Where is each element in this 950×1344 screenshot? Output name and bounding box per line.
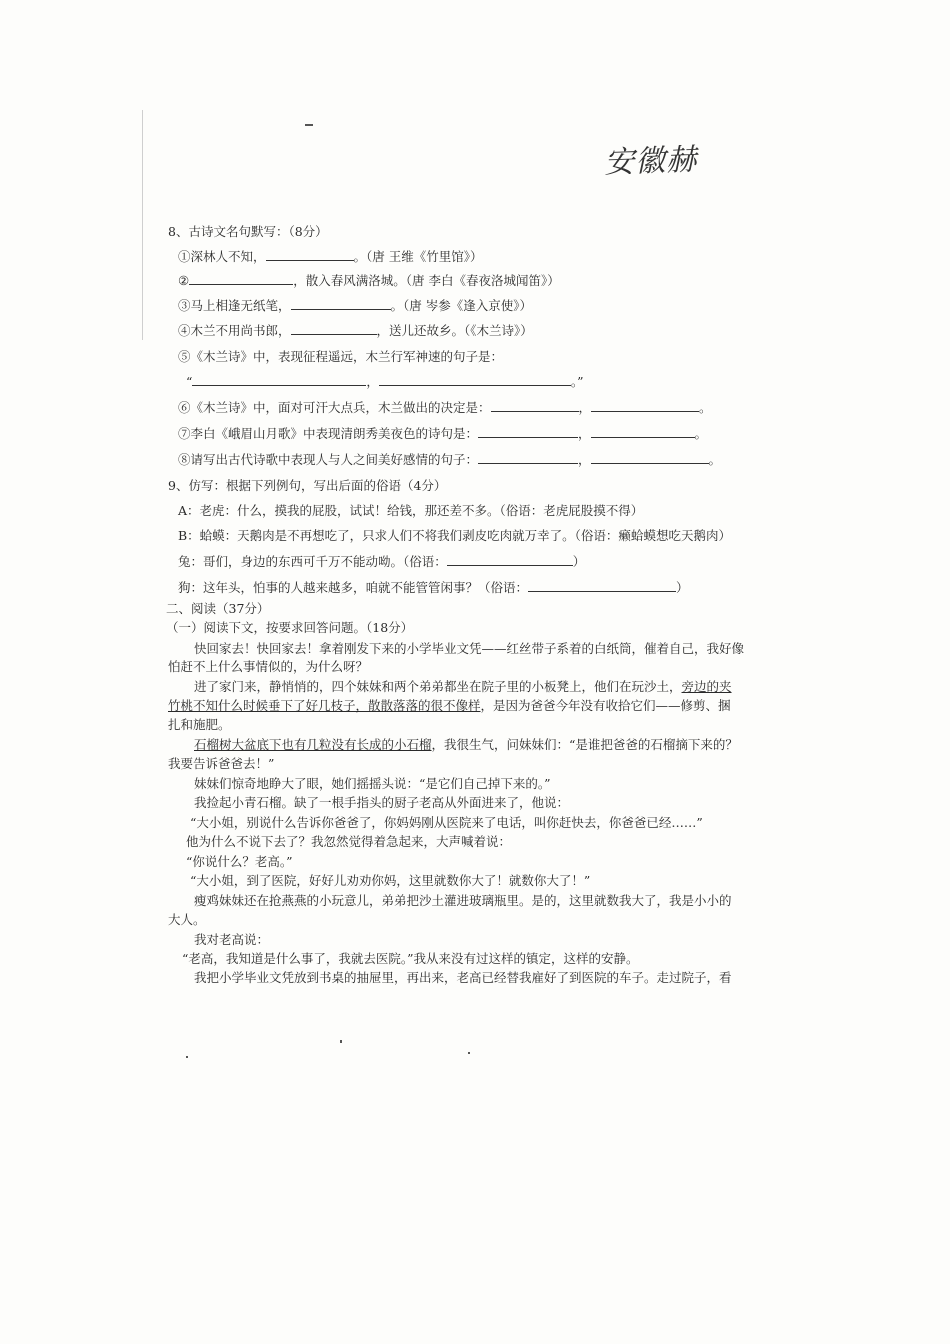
q8-item-7-text: ⑦李白《峨眉山月歌》中表现清朗秀美夜色的诗句是：	[178, 426, 479, 441]
answer-blank[interactable]	[379, 374, 571, 386]
answer-blank[interactable]	[192, 374, 366, 386]
handwritten-mark: 安徽赫	[603, 142, 698, 181]
q8-item-6-text: ⑥《木兰诗》中，面对可汗大点兵，木兰做出的决定是：	[178, 400, 491, 415]
q9-item-rabbit	[178, 554, 585, 570]
scan-speck	[340, 1040, 342, 1043]
text-span: 进了家门来，静悄悄的，四个妹妹和两个弟弟都坐在院子里的小板凳上，他们在玩沙土，	[194, 679, 682, 694]
q8-item-4-text: ④木兰不用尚书郎，	[178, 323, 291, 338]
paragraph-line: 扎和施肥。	[168, 717, 231, 732]
paragraph-line: 妹妹们惊奇地睁大了眼，她们摇摇头说：“是它们自己掉下来的。”	[194, 776, 551, 791]
q9-item-rabbit-text: 兔：哥们，身边的东西可千万不能动呦。（俗语：	[178, 554, 447, 569]
underlined-text: 石榴树大盆底下也有几粒没有长成的小石榴	[194, 737, 432, 752]
comma: ，	[578, 452, 591, 467]
comma: ，	[578, 426, 591, 441]
answer-blank[interactable]	[447, 554, 573, 566]
q8-item-4-source: ，送儿还故乡。（《木兰诗》）	[376, 323, 533, 338]
q8-item-3-text: ③马上相逢无纸笔，	[178, 298, 291, 313]
answer-blank[interactable]	[528, 580, 676, 592]
scan-speck	[186, 1056, 188, 1058]
underlined-text: 竹桃不知什么时候垂下了好几枝子，散散落落的很不像样	[168, 698, 481, 713]
paragraph-line: 我捡起小青石榴。缺了一根手指头的厨子老高从外面进来了，他说：	[194, 795, 570, 810]
q8-item-7	[178, 426, 707, 442]
paragraph-line: 我要告诉爸爸去！”	[168, 756, 275, 771]
paragraph-line	[194, 737, 738, 753]
q8-item-3	[178, 298, 532, 314]
paragraph-line: 瘦鸡妹妹还在抢燕燕的小玩意儿，弟弟把沙土灌进玻璃瓶里。是的，这里就数我大了，我是小小的	[194, 893, 732, 908]
reading-subtitle: （一）阅读下文，按要求回答问题。（18分）	[166, 620, 414, 635]
q8-item-8	[178, 452, 721, 468]
comma: ，	[366, 374, 379, 389]
paragraph-line: “大小姐，到了医院，好好儿劝劝你妈，这里就数你大了！就数你大了！”	[190, 873, 591, 888]
period: 。	[694, 426, 708, 441]
q8-item-4	[178, 323, 533, 339]
answer-blank[interactable]	[491, 400, 579, 412]
q8-item-1-text: ①深林人不知，	[178, 249, 266, 264]
text-span: ，我很生气，问妹妹们：“是谁把爸爸的石榴摘下来的？	[431, 737, 738, 752]
paragraph-line: 我对老高说：	[194, 932, 270, 947]
period: 。	[708, 452, 722, 467]
answer-blank[interactable]	[291, 298, 391, 310]
paragraph-line: “大小姐，别说什么告诉你爸爸了，你妈妈刚从医院来了电话，叫你赶快去，你爸爸已经……”	[190, 815, 703, 830]
q8-item-2-source: ，散入春风满洛城。（唐 李白《春夜洛城闻笛》）	[293, 273, 560, 288]
underlined-text: 旁边的夹	[681, 679, 732, 694]
q8-item-1	[178, 249, 483, 265]
paragraph-line: 他为什么不说下去了？我忽然觉得着急起来，大声喊着说：	[186, 834, 512, 849]
q8-item-2-text: ②	[178, 273, 190, 288]
answer-blank[interactable]	[266, 249, 354, 261]
q8-item-5: ⑤《木兰诗》中，表现征程遥远，木兰行军神速的句子是：	[178, 349, 504, 364]
answer-blank[interactable]	[591, 452, 709, 464]
close-paren: ）	[572, 554, 586, 569]
paragraph-line	[168, 698, 731, 714]
q8-item-6	[178, 400, 712, 416]
answer-blank[interactable]	[291, 323, 377, 335]
q8-item-8-text: ⑧请写出古代诗歌中表现人与人之间美好感情的句子：	[178, 452, 479, 467]
answer-blank[interactable]	[189, 273, 293, 285]
q9-example-b: B：蛤蟆：天鹅肉是不再想吃了，只求人们不将我们剥皮吃肉就万幸了。（俗语：癞蛤蟆想吃天鹅肉）	[178, 528, 731, 543]
text-span: ，是因为爸爸今年没有收拾它们——修剪、捆	[480, 698, 731, 713]
close-paren: ）	[676, 580, 689, 595]
answer-blank[interactable]	[591, 400, 699, 412]
reading-title: 二、阅读（37分）	[166, 601, 270, 616]
q9-title: 9、仿写：根据下列例句，写出后面的俗语（4分）	[168, 478, 447, 493]
q8-item-3-source: 。（唐 岑参《逢入京使》）	[390, 298, 532, 313]
answer-blank[interactable]	[478, 426, 578, 438]
q8-item-5-answer	[186, 374, 584, 390]
paragraph-line: “你说什么？老高。”	[186, 854, 293, 869]
paragraph-line: 怕赶不上什么事情似的，为什么呀？	[168, 659, 369, 674]
scan-speck	[305, 124, 313, 126]
open-quote: “	[186, 374, 193, 389]
paragraph-line	[194, 679, 732, 695]
paragraph-line: 快回家去！快回家去！拿着刚发下来的小学毕业文凭——红丝带子系着的白纸筒，催着自己，我好像	[194, 641, 745, 656]
q8-item-1-source: 。（唐 王维《竹里馆》）	[353, 249, 483, 264]
q9-example-a: A：老虎：什么，摸我的屁股，试试！给钱，那还差不多。（俗语：老虎屁股摸不得）	[178, 503, 644, 518]
answer-blank[interactable]	[478, 452, 578, 464]
q8-title: 8、古诗文名句默写：（8分）	[168, 224, 328, 239]
answer-blank[interactable]	[591, 426, 695, 438]
q8-item-2	[178, 273, 560, 289]
paragraph-line: 大人。	[168, 912, 206, 927]
scan-speck	[468, 1052, 470, 1054]
comma: ，	[578, 400, 592, 415]
scan-edge	[142, 110, 143, 340]
q9-item-dog-text: 狗：这年头，怕事的人越来越多，咱就不能管管闲事？（俗语：	[178, 580, 529, 595]
paragraph-line: 我把小学毕业文凭放到书桌的抽屉里，再出来，老高已经替我雇好了到医院的车子。走过院子，看	[194, 970, 732, 985]
close-quote: 。”	[570, 374, 584, 389]
paragraph-line: “老高，我知道是什么事了，我就去医院。”我从来没有过这样的镇定，这样的安静。	[182, 951, 639, 966]
q9-item-dog	[178, 580, 689, 596]
period: 。	[699, 400, 712, 415]
